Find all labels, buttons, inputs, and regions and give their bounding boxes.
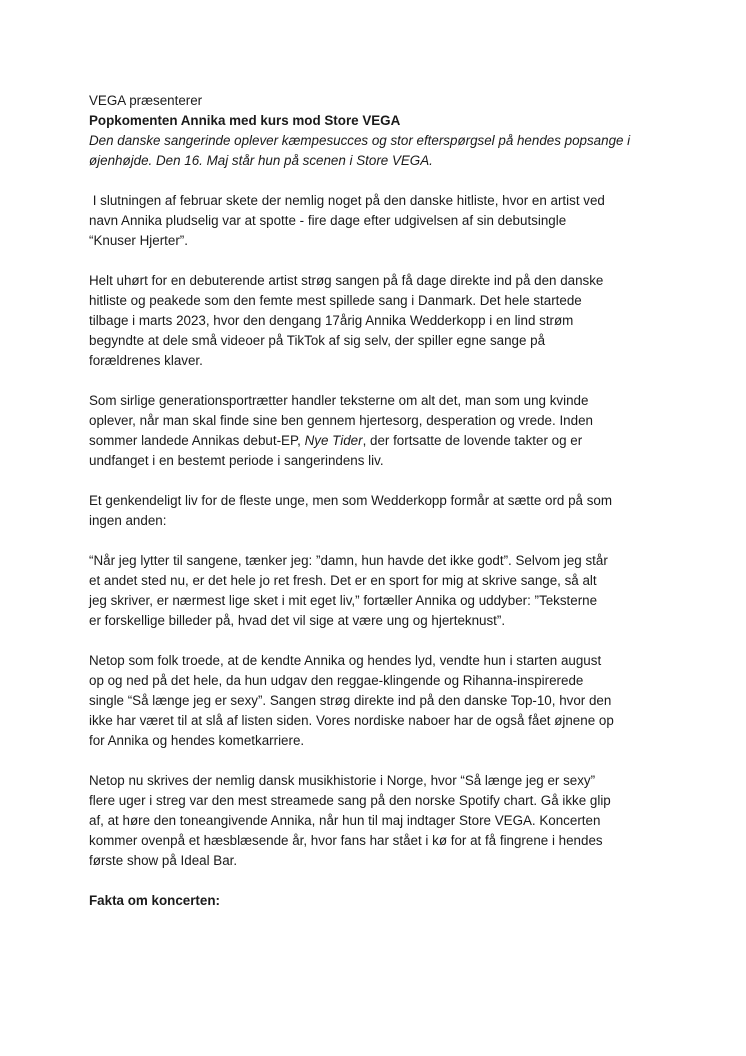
subheading [89,131,661,171]
paragraph-line: “Når jeg lytter til sangene, tænker jeg: ”damn, hun havde det ikke godt”. Selvom jeg står [89,553,608,568]
presenter-line [89,91,661,111]
paragraph-line [89,431,661,451]
ep-sentence-end: , der fortsatte de lovende takter og er [362,433,583,448]
paragraph-recognizable [89,491,661,531]
paragraph-line: forældrenes klaver. [89,353,203,368]
paragraph-line: oplever, når man skal finde sine ben gennem hjertesorg, desperation og vrede. Inden [89,413,593,428]
paragraph-line: flere uger i streg var den mest streamede sang på den norske Spotify chart. Gå ikke glip [89,793,611,808]
facts-heading [89,891,661,911]
paragraph-line: Helt uhørt for en debuterende artist strøg sangen på få dage direkte ind på den danske [89,273,604,288]
paragraph-norway [89,771,661,871]
headline [89,111,661,131]
paragraph-line: et andet sted nu, er det hele jo ret fresh. Det er en sport for mig at skrive sange, så alt [89,573,597,588]
paragraph-line: jeg skriver, er nærmest lige sket i mit eget liv,” fortæller Annika og uddyber: ”Teksterne [89,593,598,608]
paragraph-lyrics [89,391,661,471]
paragraph-line: “Knuser Hjerter”. [89,233,188,248]
paragraph-intro [89,191,661,251]
paragraph-line: I slutningen af februar skete der nemlig noget på den danske hitliste, hvor en artist ved [89,193,605,208]
ep-sentence-start: sommer landede Annikas debut-EP, [89,433,305,448]
paragraph-line: tilbage i marts 2023, hvor den dengang 17årig Annika Wedderkopp i en lind strøm [89,313,574,328]
paragraph-line: Netop som folk troede, at de kendte Annika og hendes lyd, vendte hun i starten august [89,653,602,668]
ep-title: Nye Tider [304,433,363,448]
paragraph-line: ikke har været til at slå af listen siden. Vores nordiske naboer har de også fået øjnene op [89,713,614,728]
headline-text: Popkomenten Annika med kurs mod Store VEGA [89,113,401,128]
subheading-line: øjenhøjde. Den 16. Maj står hun på scenen i Store VEGA. [89,153,433,168]
paragraph-quote [89,551,661,631]
paragraph-line: op og ned på det hele, da hun udgav den reggae-klingende og Rihanna-inspirerede [89,673,584,688]
paragraph-line: Som sirlige generationsportrætter handler teksterne om alt det, man som ung kvinde [89,393,589,408]
paragraph-line: er forskellige billeder på, hvad det vil sige at være ung og hjerteknust”. [89,613,506,628]
facts-heading-text: Fakta om koncerten: [89,893,220,908]
paragraph-line: undfanget i en bestemt periode i sangerindens liv. [89,453,384,468]
paragraph-line: for Annika og hendes kometkarriere. [89,733,305,748]
paragraph-line: begyndte at dele små videoer på TikTok af sig selv, der spiller egne sange på [89,333,546,348]
paragraph-debut [89,271,661,371]
paragraph-line: ingen anden: [89,513,167,528]
paragraph-single [89,651,661,751]
paragraph-line: første show på Ideal Bar. [89,853,238,868]
paragraph-line: Netop nu skrives der nemlig dansk musikhistorie i Norge, hvor “Så længe jeg er sexy” [89,773,596,788]
paragraph-line: single “Så længe jeg er sexy”. Sangen strøg direkte ind på den danske Top-10, hvor den [89,693,612,708]
paragraph-line: kommer ovenpå et hæsblæsende år, hvor fans har stået i kø for at få fingrene i hendes [89,833,603,848]
article-body [89,91,661,911]
paragraph-line: hitliste og peakede som den femte mest spillede sang i Danmark. Det hele startede [89,293,582,308]
paragraph-line: af, at høre den toneangivende Annika, når hun til maj indtager Store VEGA. Koncerten [89,813,601,828]
paragraph-line: Et genkendeligt liv for de fleste unge, men som Wedderkopp formår at sætte ord på som [89,493,612,508]
paragraph-line: navn Annika pludselig var at spotte - fire dage efter udgivelsen af sin debutsingle [89,213,567,228]
subheading-line: Den danske sangerinde oplever kæmpesucces og stor efterspørgsel på hendes popsange i [89,133,631,148]
presenter-text: VEGA præsenterer [89,93,203,108]
